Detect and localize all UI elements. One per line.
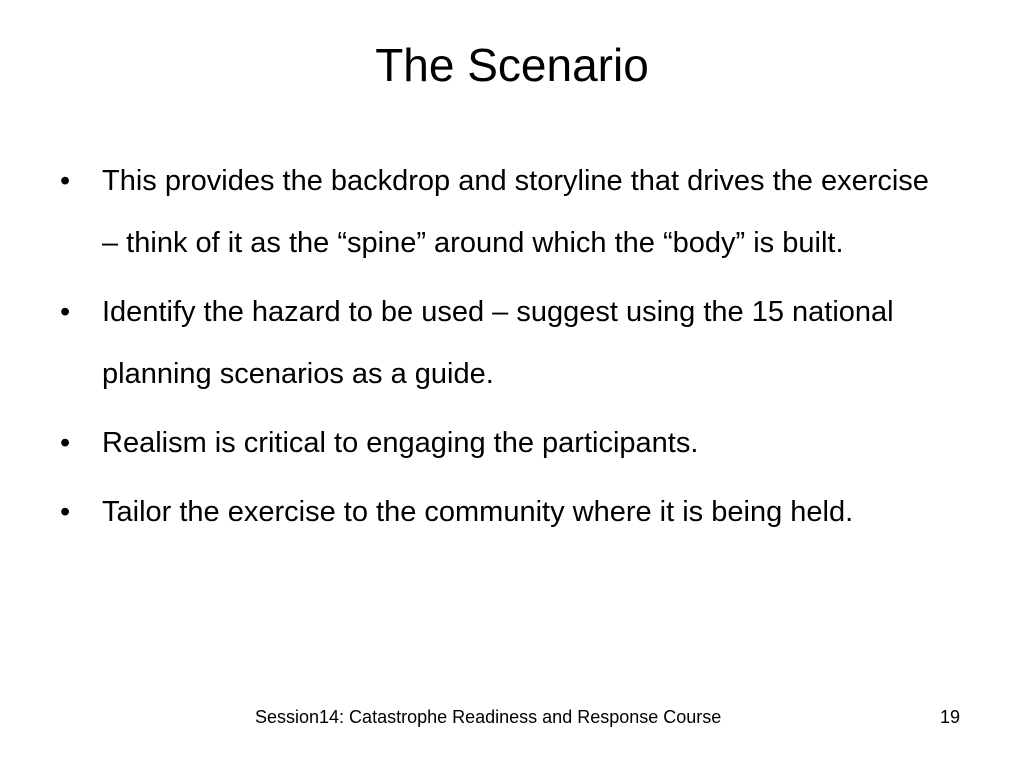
bullet-item	[60, 281, 940, 405]
bullet-text: Identify the hazard to be used – suggest using the 15 national planning scenarios as a guide.	[102, 296, 894, 390]
bullet-marker: •	[60, 496, 71, 528]
page-number: 19	[940, 707, 961, 727]
bullet-item	[60, 412, 940, 474]
bullet-item	[60, 150, 940, 274]
bullet-text: This provides the backdrop and storyline that drives the exercise – think of it as the “spine” around which the “body” is built.	[102, 165, 929, 259]
bullet-marker: •	[60, 427, 71, 459]
bullet-list	[60, 150, 940, 550]
bullet-text: Realism is critical to engaging the participants.	[102, 427, 699, 459]
slide-title: The Scenario	[375, 39, 649, 91]
footer-text: Session14: Catastrophe Readiness and Response Course	[255, 707, 722, 727]
bullet-item	[60, 481, 940, 543]
bullet-marker: •	[60, 296, 71, 328]
bullet-marker: •	[60, 165, 71, 197]
bullet-text: Tailor the exercise to the community where it is being held.	[102, 496, 854, 528]
